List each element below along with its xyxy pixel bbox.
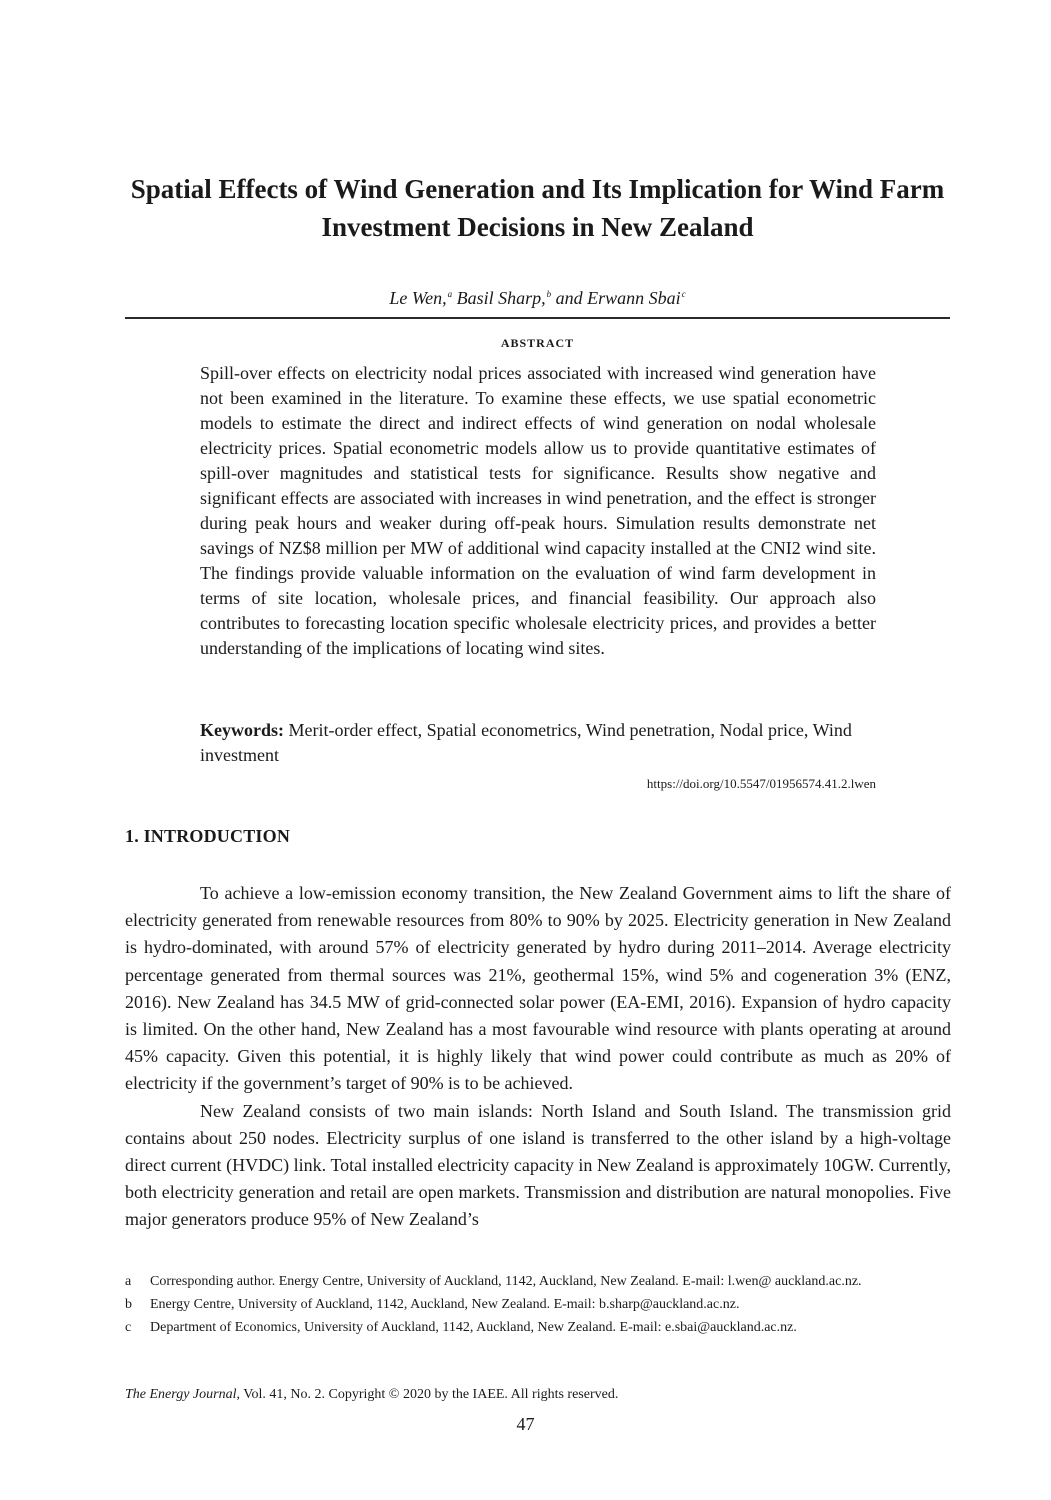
body-paragraph: To achieve a low-emission economy transition, the New Zealand Government aims to lift the share of electricity generated from renewable resources from 80% to 90% by 2025. Electricity generation in New Zealand is hydro-dominated, with around 57% of electricity generated by hydro during 2011–2014. Average electricity percentage generated from thermal sources was 21%, geothermal 15%, wind 5% and cogeneration 3% (ENZ, 2016). New Zealand has 34.5 MW of grid-connected solar power (EA-EMI, 2016). Expansion of hydro capacity is limited. On the other hand, New Zealand has a most favourable wind resource with plants operating at around 45% capacity. Given this potential, it is highly likely that wind power could contribute as much as 20% of electricity if the government’s target of 90% is to be achieved. (125, 883, 951, 1094)
journal-details: , Vol. 41, No. 2. Copyright © 2020 by the IAEE. All rights reserved. (236, 1387, 619, 1402)
author-name: Basil Sharp, (456, 288, 546, 308)
footnote (125, 1316, 951, 1339)
keywords-list: Merit-order effect, Spatial econometrics, Wind penetration, Nodal price, Wind investment (200, 720, 852, 765)
body-paragraph: New Zealand consists of two main islands: North Island and South Island. The transmission grid contains about 250 nodes. Electricity surplus of one island is transferred to the other island by a high-voltage direct current (HVDC) link. Total installed electricity capacity in New Zealand is approximately 10GW. Currently, both electricity generation and retail are open markets. Transmission and distribution are natural monopolies. Five major generators produce 95% of New Zealand’s (125, 1100, 951, 1230)
keywords-label: Keywords: (200, 720, 284, 740)
section-heading: 1. INTRODUCTION (125, 826, 291, 846)
title-divider (125, 317, 950, 319)
author-affiliation-mark: c (681, 289, 686, 299)
paper-title: Spatial Effects of Wind Generation and Its Implication for Wind Farm Investment Decisions in New Zealand (130, 174, 945, 242)
footnote-mark: a (125, 1274, 132, 1289)
abstract-heading: ABSTRACT (500, 336, 575, 350)
footnote-text: Department of Economics, University of Auckland, 1142, Auckland, New Zealand. E-mail: e.sbai@auckland.ac.nz. (150, 1320, 797, 1335)
keywords (200, 718, 876, 768)
footnote-text: Corresponding author. Energy Centre, University of Auckland, 1142, Auckland, New Zealand. E-mail: l.wen@ auckland.ac.nz. (150, 1274, 862, 1289)
footnote-mark: c (125, 1320, 132, 1335)
author-affiliation-mark: b (546, 289, 552, 299)
journal-name: The Energy Journal (125, 1387, 237, 1402)
doi-link[interactable]: https://doi.org/10.5547/01956574.41.2.lwen (646, 776, 876, 791)
author-name: Le Wen, (389, 288, 447, 308)
abstract-text: Spill-over effects on electricity nodal prices associated with increased wind generation have not been examined in the literature. To examine these effects, we use spatial econometric models to estimate the direct and indirect effects of wind generation on nodal wholesale electricity prices. Spatial econometric models allow us to provide quantitative estimates of spill-over magnitudes and statistical tests for significance. Results show negative and significant effects are associated with increases in wind penetration, and the effect is stronger during peak hours and weaker during off-peak hours. Simulation results demonstrate net savings of NZ$8 million per MW of additional wind capacity installed at the CNI2 wind site. The findings provide valuable information on the evaluation of wind farm development in terms of site location, wholesale prices, and financial feasibility. Our approach also contributes to forecasting location specific wholesale electricity prices, and provides a better understanding of the implications of locating wind sites. (200, 363, 876, 658)
footnote (125, 1293, 951, 1316)
footnote-text: Energy Centre, University of Auckland, 1142, Auckland, New Zealand. E-mail: b.sharp@auckland.ac.nz. (150, 1297, 740, 1312)
footnote-mark: b (125, 1297, 132, 1312)
footnote (125, 1270, 951, 1293)
author-list (100, 282, 975, 310)
page-number: 47 (516, 1414, 535, 1434)
section-body (125, 880, 951, 1234)
footnotes (125, 1270, 951, 1339)
journal-copyright (125, 1387, 618, 1403)
author-name: and Erwann Sbai (555, 288, 681, 308)
author-affiliation-mark: a (447, 289, 453, 299)
